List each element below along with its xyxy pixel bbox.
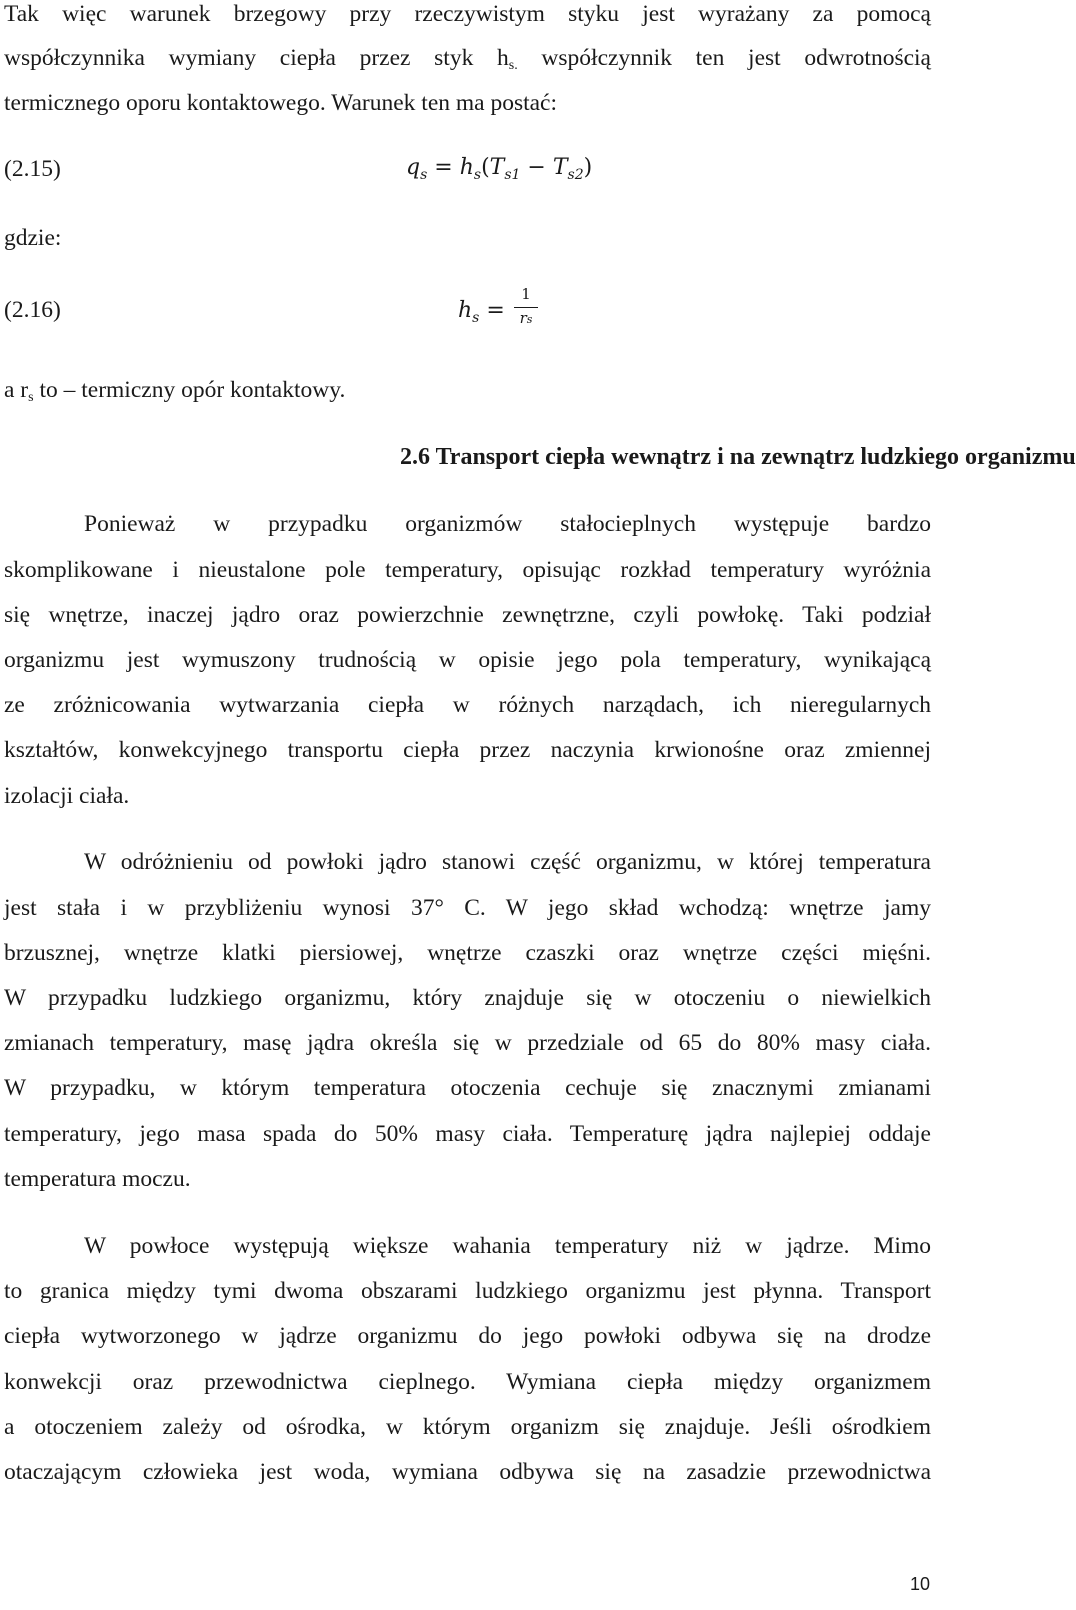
- p2-line: brzusznej, wnętrze klatki piersiowej, wnętrze czaszki oraz wnętrze części mięśni.: [4, 940, 931, 966]
- p1-line: Ponieważ w przypadku organizmów stałocieplnych występuje bardzo: [84, 511, 931, 537]
- p1-line: skomplikowane i nieustalone pole temperatury, opisując rozkład temperatury wyróżnia: [4, 557, 931, 583]
- subscript-s: s.: [508, 58, 518, 73]
- p2-line: W przypadku, w którym temperatura otoczenia cechuje się znacznymi zmianami: [4, 1075, 931, 1101]
- p2-line: zmianach temperatury, masę jądra określa się w przedziale od 65 do 80% masy ciała.: [4, 1030, 931, 1056]
- p3-line: konwekcji oraz przewodnictwa cieplnego. Wymiana ciepła między organizmem: [4, 1369, 931, 1395]
- contact-resistance-line: a $r_s$ to – termiczny opór kontaktowy.: [4, 377, 346, 405]
- intro-line-3: termicznego oporu kontaktowego. Warunek ten ma postać:: [4, 90, 558, 116]
- intro-text-b: współczynnik ten jest odwrotnością: [517, 45, 931, 71]
- intro-line-1: Tak więc warunek brzegowy przy rzeczywistym styku jest wyrażany za pomocą: [4, 1, 931, 27]
- p1-line: kształtów, konwekcyjnego transportu ciepła przez naczynia krwionośne oraz zmiennej: [4, 737, 931, 763]
- p3-line: ciepła wytworzonego w jądrze organizmu do jego powłoki odbywa się na drodze: [4, 1323, 931, 1349]
- equation-number-2-16: (2.16): [4, 297, 61, 323]
- p3-line: otaczającym człowieka jest woda, wymiana odbywa się na zasadzie przewodnictwa: [4, 1459, 931, 1485]
- p2-line: jest stała i w przybliżeniu wynosi 37° C. W jego skład wchodzą: wnętrze jamy: [4, 895, 931, 921]
- fraction-denominator: rs: [519, 309, 533, 327]
- page-number: 10: [910, 1574, 931, 1594]
- p2-line: temperatury, jego masa spada do 50% masy ciała. Temperaturę jądra najlepiej oddaje: [4, 1121, 931, 1147]
- p1-line: się wnętrze, inaczej jądro oraz powierzchnie zewnętrzne, czyli powłokę. Taki podział: [4, 602, 931, 628]
- equation-2-15: $q_s = h_s(T_{s1} - T_{s2})$: [406, 155, 593, 183]
- fraction-bar: [514, 307, 538, 308]
- p1-line: organizmu jest wymuszony trudnością w opisie jego pola temperatury, wynikającą: [4, 647, 931, 673]
- p2-line: temperatura moczu.: [4, 1166, 191, 1192]
- p3-line: to granica między tymi dwoma obszarami ludzkiego organizmu jest płynna. Transport: [4, 1278, 931, 1304]
- p1-line: ze zróżnicowania wytwarzania ciepła w różnych narządach, ich nieregularnych: [4, 692, 931, 718]
- p3-line: W powłoce występują większe wahania temperatury niż w jądrze. Mimo: [84, 1233, 931, 1259]
- equation-2-16: $h_s$ =: [458, 298, 505, 326]
- p1-line: izolacji ciała.: [4, 783, 130, 809]
- p3-line: a otoczeniem zależy od ośrodka, w którym organizm się znajduje. Jeśli ośrodkiem: [4, 1414, 931, 1440]
- gdzie-label: gdzie:: [4, 225, 62, 251]
- section-heading: 2.6 Transport ciepła wewnątrz i na zewnątrz ludzkiego organizmu: [400, 444, 1076, 470]
- intro-text-a: współczynnika wymiany ciepła przez styk h: [4, 45, 509, 71]
- p2-line: W przypadku ludzkiego organizmu, który znajduje się w otoczeniu o niewielkich: [4, 985, 931, 1011]
- p2-line: W odróżnieniu od powłoki jądro stanowi część organizmu, w której temperatura: [84, 849, 931, 875]
- fraction-numerator: 1: [521, 285, 531, 303]
- equation-number-2-15: (2.15): [4, 156, 61, 182]
- intro-line-2: [4, 44, 931, 80]
